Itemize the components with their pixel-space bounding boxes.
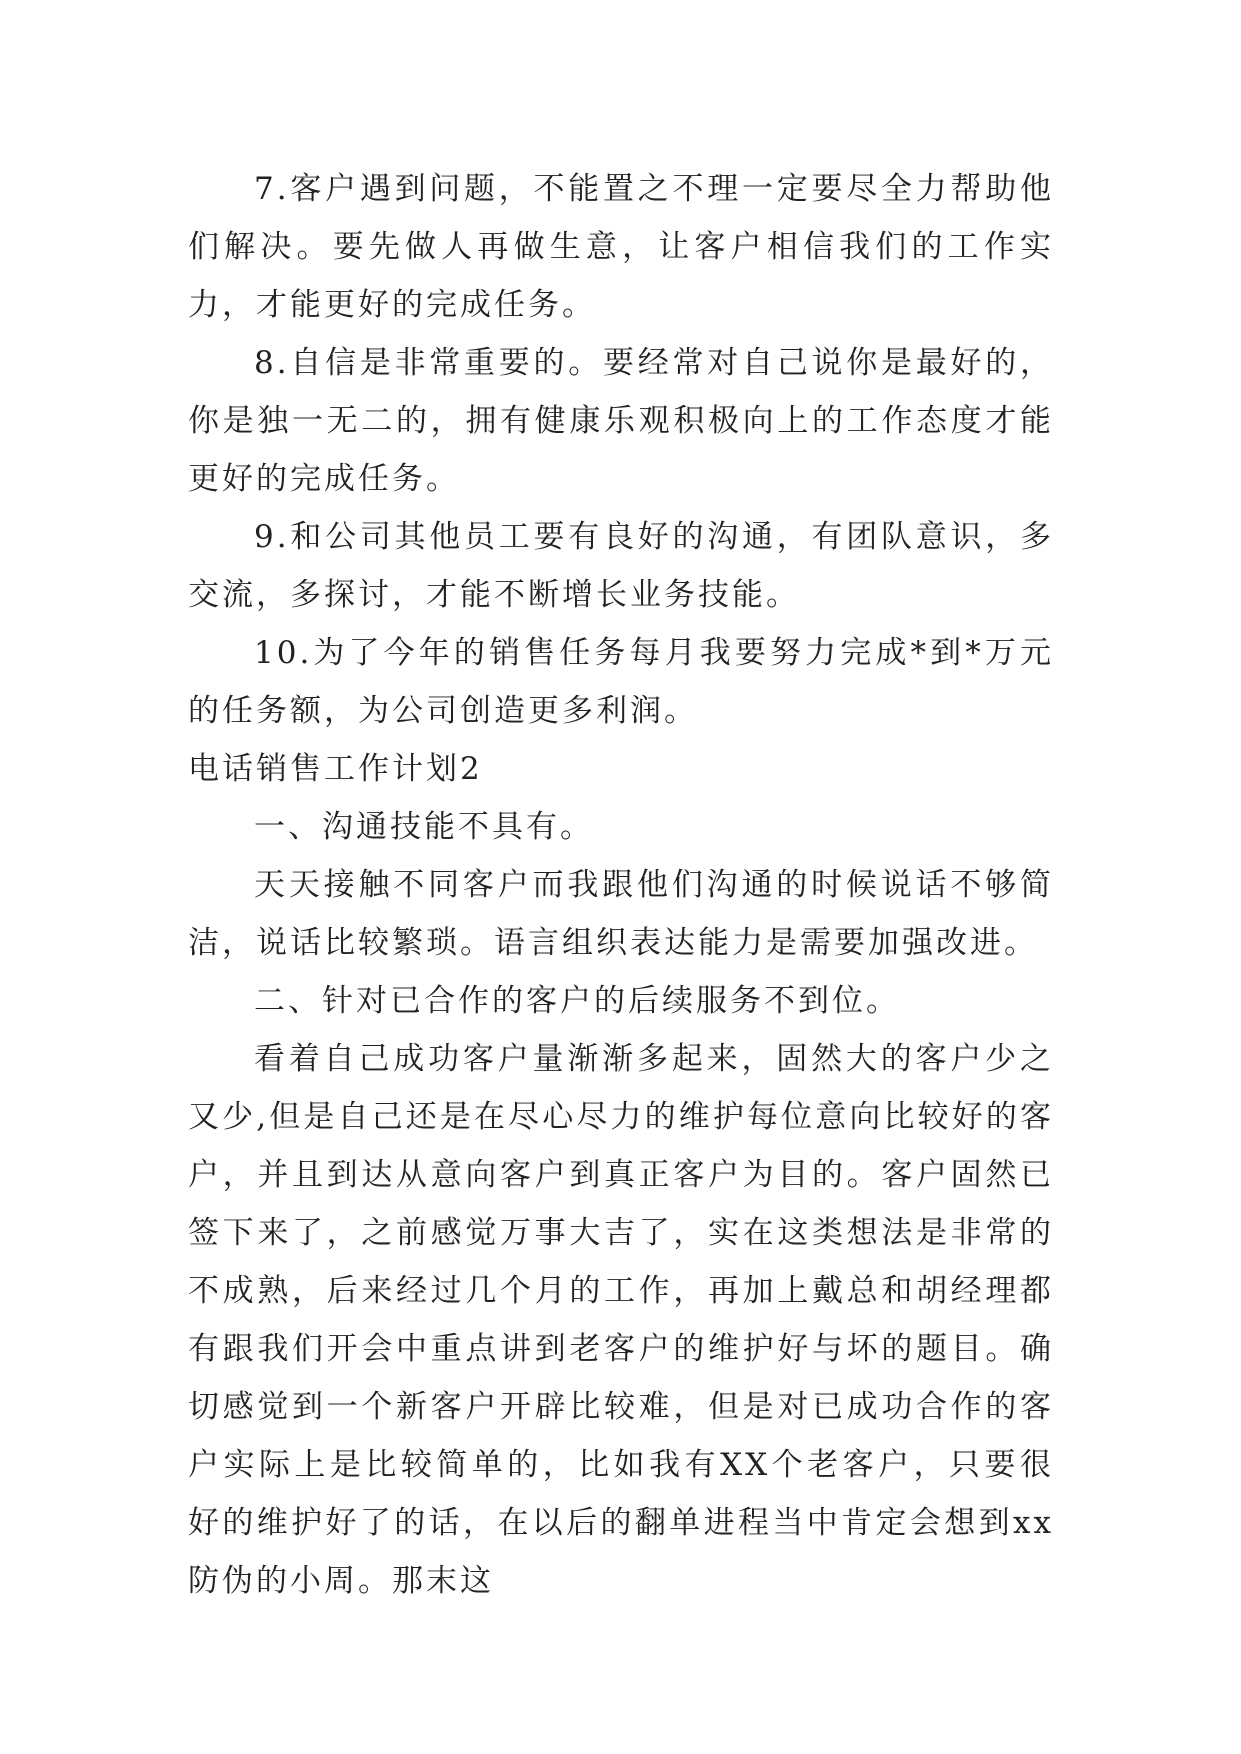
paragraph-item-8: 8.自信是非常重要的。要经常对自己说你是最好的，你是独一无二的，拥有健康乐观积极向上的工作态度才能更好的完成任务。 <box>188 345 1054 497</box>
paragraph-communication: 天天接触不同客户而我跟他们沟通的时候说话不够简洁，说话比较繁琐。语言组织表达能力是需要加强改进。 <box>188 867 1054 961</box>
section-heading: 电话销售工作计划2 <box>188 751 483 787</box>
paragraph-item-10: 10.为了今年的销售任务每月我要努力完成*到*万元的任务额，为公司创造更多利润。 <box>188 635 1054 729</box>
document-body <box>188 160 1054 1610</box>
subheading-two: 二、针对已合作的客户的后续服务不到位。 <box>254 983 900 1019</box>
paragraph-item-9: 9.和公司其他员工要有良好的沟通，有团队意识，多交流，多探讨，才能不断增长业务技能。 <box>188 519 1054 613</box>
subheading-one: 一、沟通技能不具有。 <box>254 809 594 845</box>
paragraph-item-7: 7.客户遇到问题，不能置之不理一定要尽全力帮助他们解决。要先做人再做生意，让客户相信我们的工作实力，才能更好的完成任务。 <box>188 171 1054 323</box>
paragraph-follow-up-service: 看着自己成功客户量渐渐多起来，固然大的客户少之又少,但是自己还是在尽心尽力的维护每位意向比较好的客户，并且到达从意向客户到真正客户为目的。客户固然已签下来了，之前感觉万事大吉了，实在这类想法是非常的不成熟，后来经过几个月的工作，再加上戴总和胡经理都有跟我们开会中重点讲到老客户的维护好与坏的题目。确切感觉到一个新客户开辟比较难，但是对已成功合作的客户实际上是比较简单的，比如我有XX个老客户，只要很好的维护好了的话，在以后的翻单进程当中肯定会想到xx防伪的小周。那末这 <box>188 1041 1054 1599</box>
